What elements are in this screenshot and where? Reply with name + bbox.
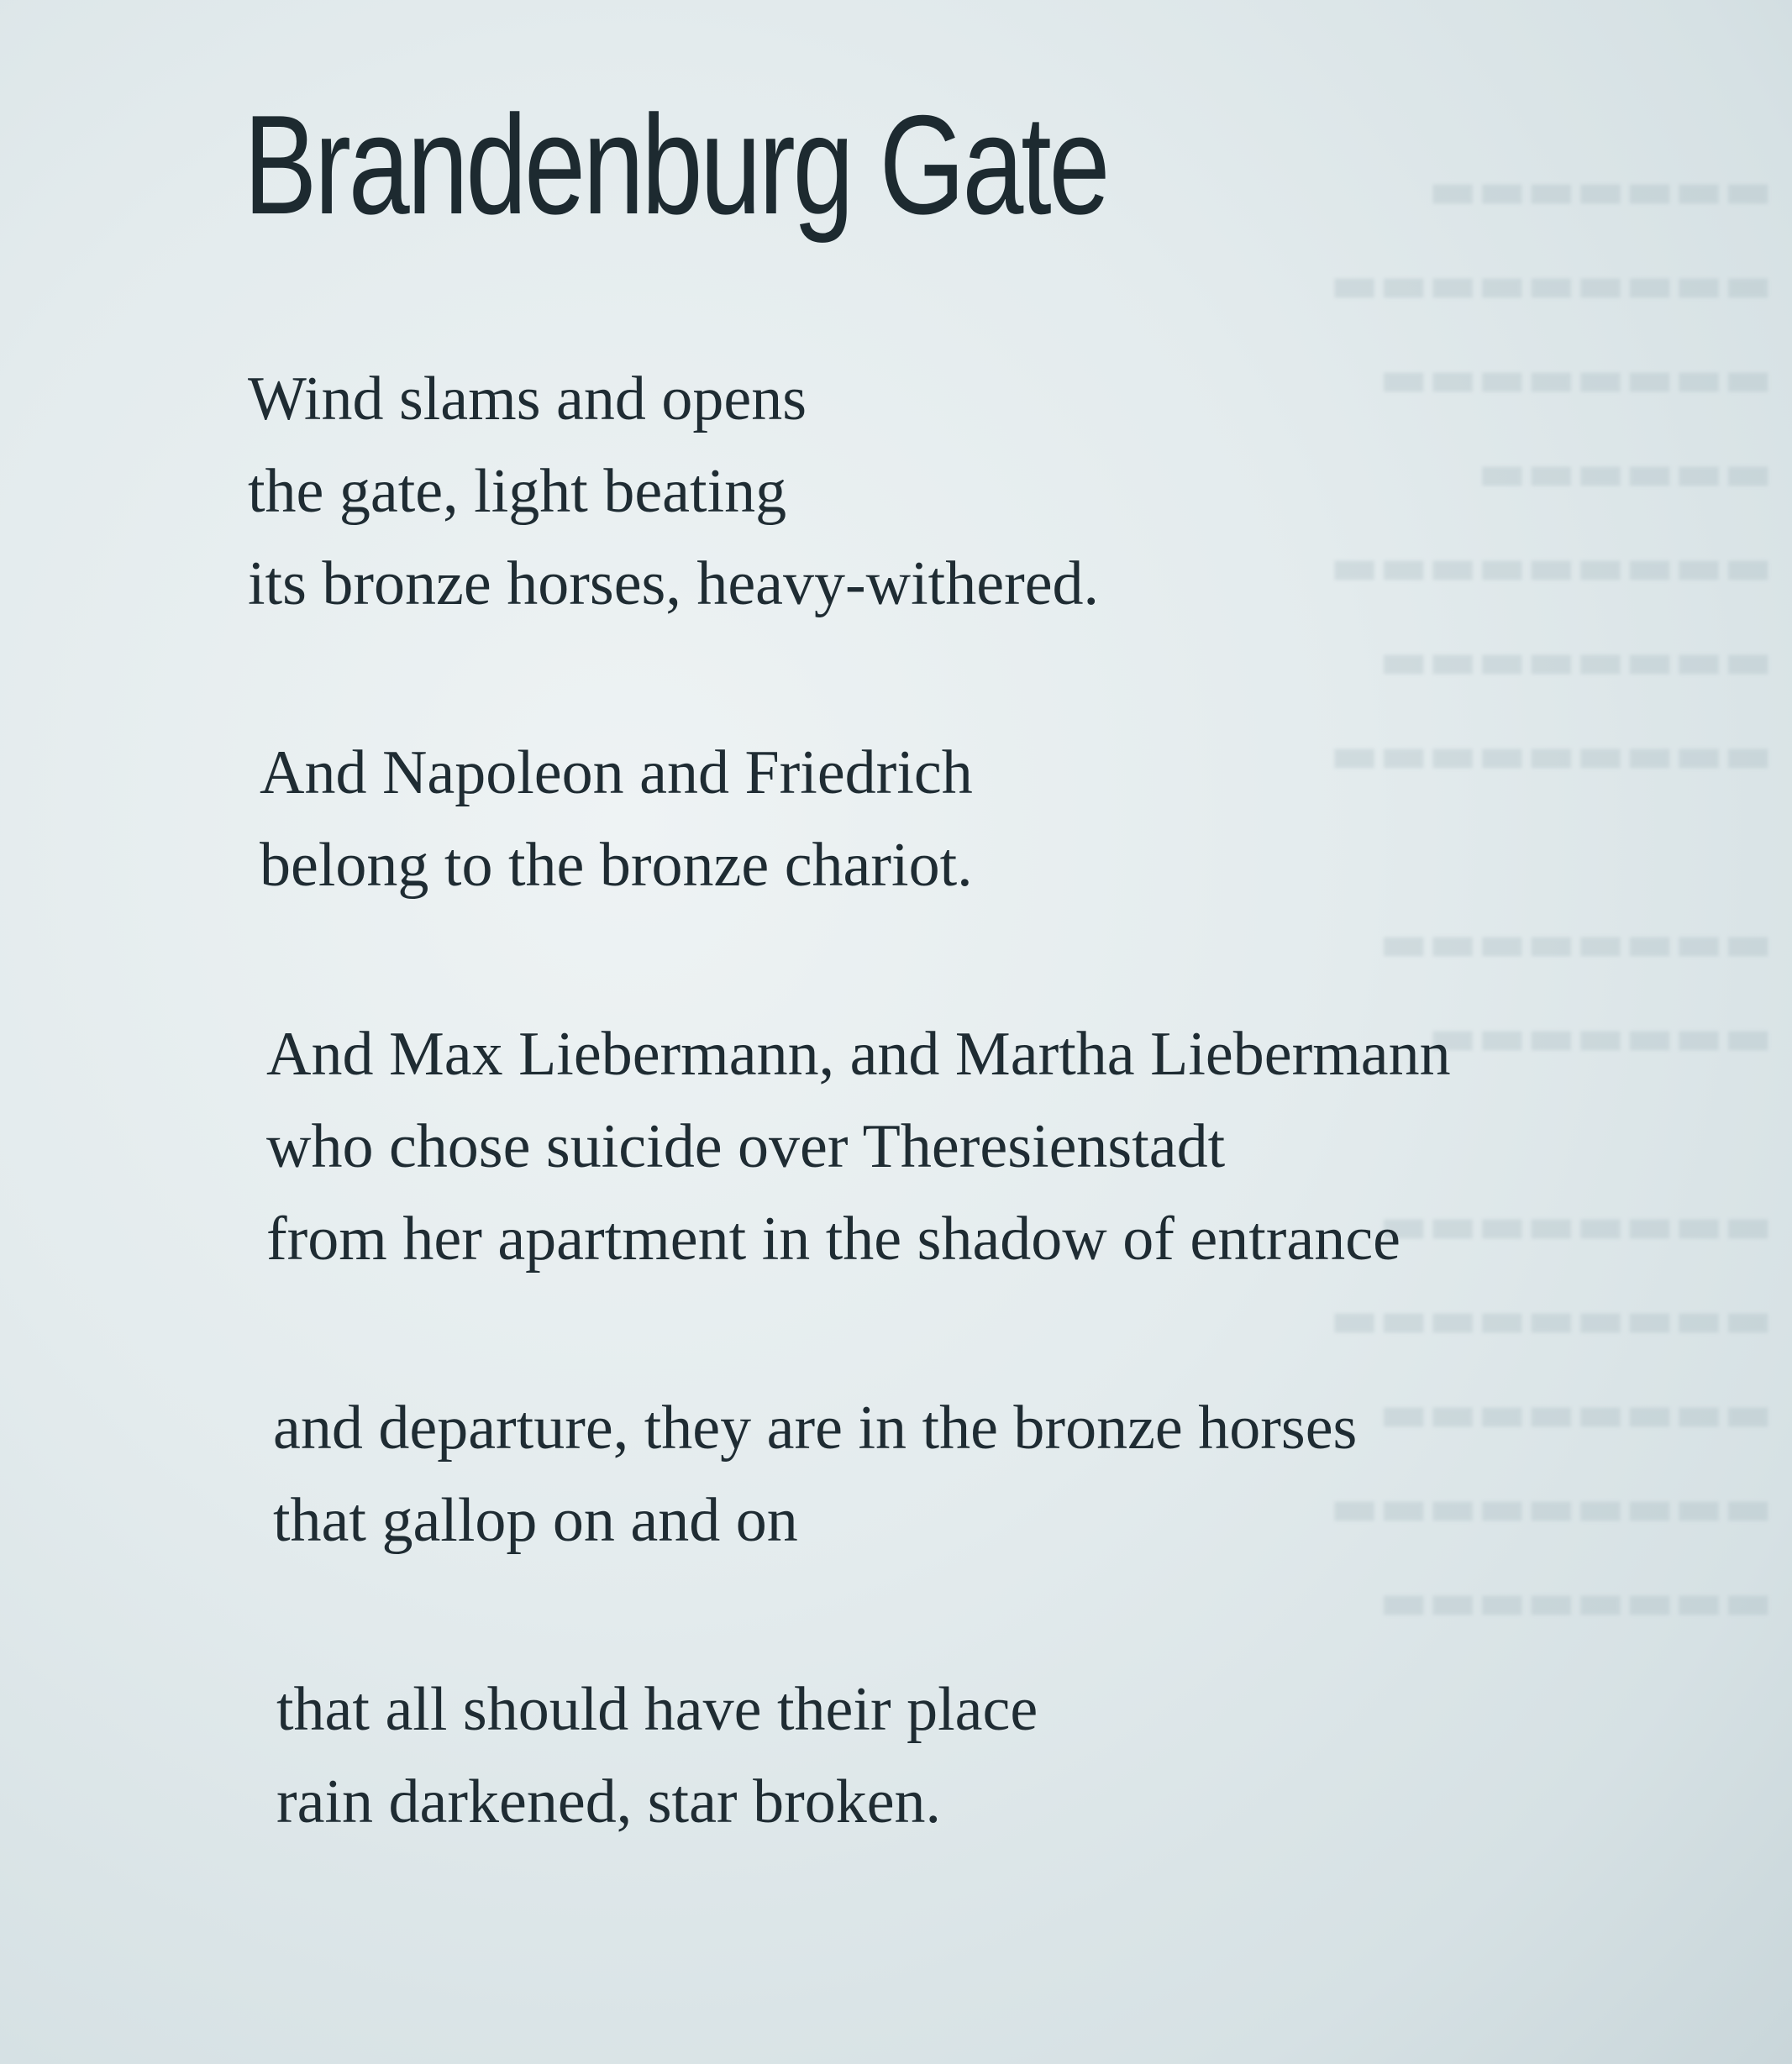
poem-line: belong to the bronze chariot. bbox=[260, 831, 973, 900]
poem-line: And Max Liebermann, and Martha Liebermann bbox=[266, 1020, 1451, 1089]
poem-line: its bronze horses, heavy-withered. bbox=[248, 549, 1100, 618]
poem-body bbox=[248, 353, 1451, 1945]
poem-line: and departure, they are in the bronze horses bbox=[273, 1394, 1358, 1463]
poem-line: Wind slams and opens bbox=[248, 365, 807, 433]
poem-line: that all should have their place bbox=[276, 1675, 1038, 1744]
poem-line: who chose suicide over Theresienstadt bbox=[266, 1112, 1226, 1181]
stanza bbox=[266, 1008, 1451, 1285]
stanza bbox=[248, 353, 1451, 630]
bleed-through-texture: ▬▬▬▬▬▬▬ ▬▬▬▬▬▬▬▬▬ ▬▬▬▬▬▬▬▬ ▬▬▬▬▬▬ ▬▬▬▬▬▬▬▬▬ ▬▬▬▬▬▬▬▬ ▬▬▬▬▬▬▬▬▬ ▬▬▬▬▬▬▬▬ ▬▬▬▬▬▬▬ ▬▬▬▬▬▬▬▬ ▬▬▬▬▬▬▬▬▬ ▬▬▬▬▬▬▬▬ ▬▬▬▬▬▬▬▬▬ ▬▬▬▬▬▬▬▬ bbox=[1329, 159, 1773, 1631]
stanza bbox=[276, 1663, 1451, 1848]
stanza bbox=[273, 1382, 1451, 1567]
poem-line: rain darkened, star broken. bbox=[276, 1767, 942, 1836]
poem-line: from her apartment in the shadow of entrance bbox=[266, 1205, 1400, 1274]
stanza bbox=[260, 727, 1451, 911]
poem-title: Brandenburg Gate bbox=[244, 86, 1108, 244]
poem-line: And Napoleon and Friedrich bbox=[260, 738, 973, 807]
poem-line: that gallop on and on bbox=[273, 1486, 798, 1555]
poem-line: the gate, light beating bbox=[248, 457, 787, 526]
